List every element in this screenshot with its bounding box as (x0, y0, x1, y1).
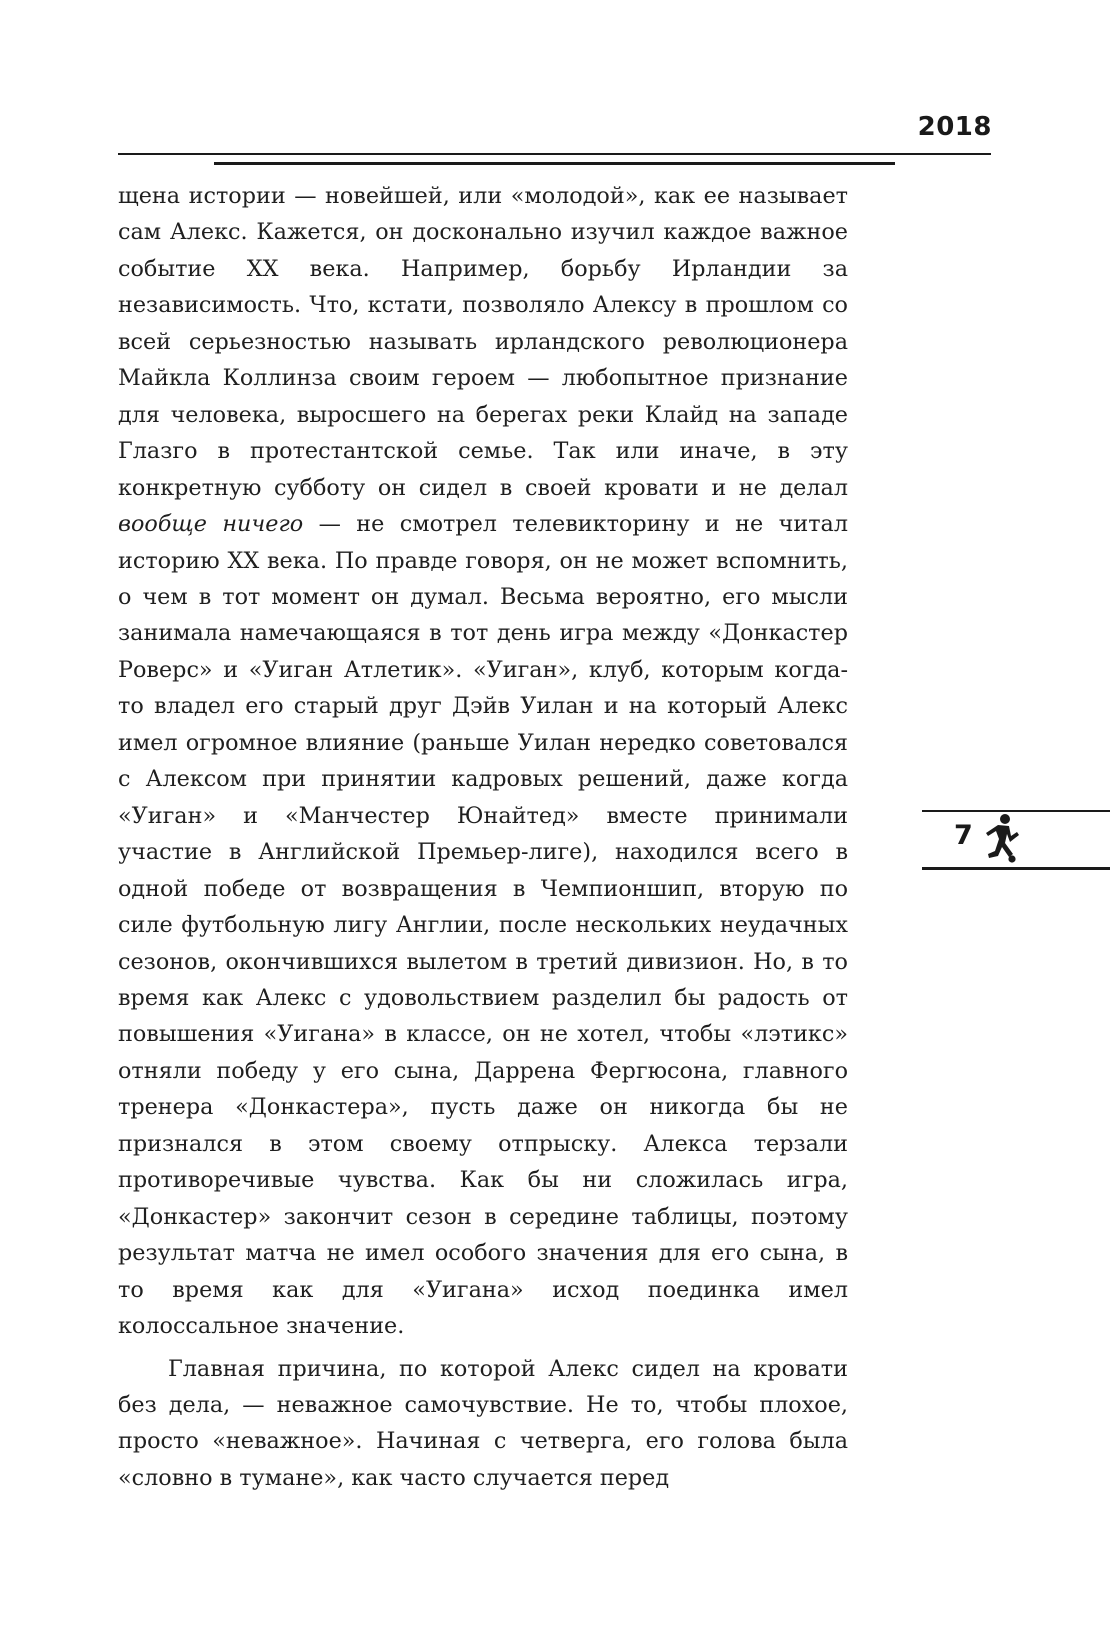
header-rule-bottom (214, 162, 895, 165)
paragraph-1-text-a: щена истории — новейшей, или «молодой», как ее называет сам Алекс. Кажется, он досконально изучил каждое важное событие XX века. Например, борьбу Ирландии за независимость. Что, кстати, позволяло Алексу в прошлом со всей серьезностью называть ирландского революционера Майкла Коллинза своим героем — любопытное признание для человека, выросшего на берегах реки Клайд на западе Глазго в протестантской семье. Так или иначе, в эту конкретную субботу он сидел в своей кровати и не делал (118, 183, 848, 501)
paragraph-2: Главная причина, по которой Алекс сидел на кровати без дела, — неважное самочувствие. Не то, чтобы плохое, просто «неважное». Начиная с четверга, его голова была «словно в тумане», как часто случается перед (118, 1355, 848, 1491)
running-header-title: 2018 (917, 112, 992, 142)
header-rule-top (118, 153, 991, 155)
paragraph-1 (118, 178, 848, 1345)
football-player-icon (978, 812, 1020, 864)
paragraph-1-text-b: — не смотрел телевикторину и не читал историю XX века. По правде говоря, он не может вспомнить, о чем в тот момент он думал. Весьма вероятно, его мысли занимала намечающаяся в тот день игра между «Донкастер Роверс» и «Уиган Атлетик». «Уиган», клуб, которым когда-то владел его старый друг Дэйв Уилан и на который Алекс имел огромное влияние (раньше Уилан нередко советовался с Алексом при принятии кадровых решений, даже когда «Уиган» и «Манчестер Юнайтед» вместе принимали участие в Английской Премьер-лиге), находился всего в одной победе от возвращения в Чемпионшип, вторую по силе футбольную лигу Англии, после нескольких неудачных сезонов, окончившихся вылетом в третий дивизион. Но, в то время как Алекс с удовольствием разделил бы радость от повышения «Уигана» в классе, он не хотел, чтобы «лэтикс» отняли победу у его сына, Даррена Фергюсона, главного тренера «Донкастера», пусть даже он никогда бы не признался в этом своему отпрыску. Алекса терзали противоречивые чувства. Как бы ни сложилась игра, «Донкастер» закончит сезон в середине таблицы, поэтому результат матча не имел особого значения для его сына, в то время как для «Уигана» исход поединка имел колоссальное значение. (118, 511, 848, 1340)
page-tab-rule-bottom (922, 867, 1110, 870)
body-text (118, 178, 848, 1496)
paragraph-1-emphasis: вообще ничего (118, 511, 304, 538)
page-number: 7 (954, 820, 973, 851)
